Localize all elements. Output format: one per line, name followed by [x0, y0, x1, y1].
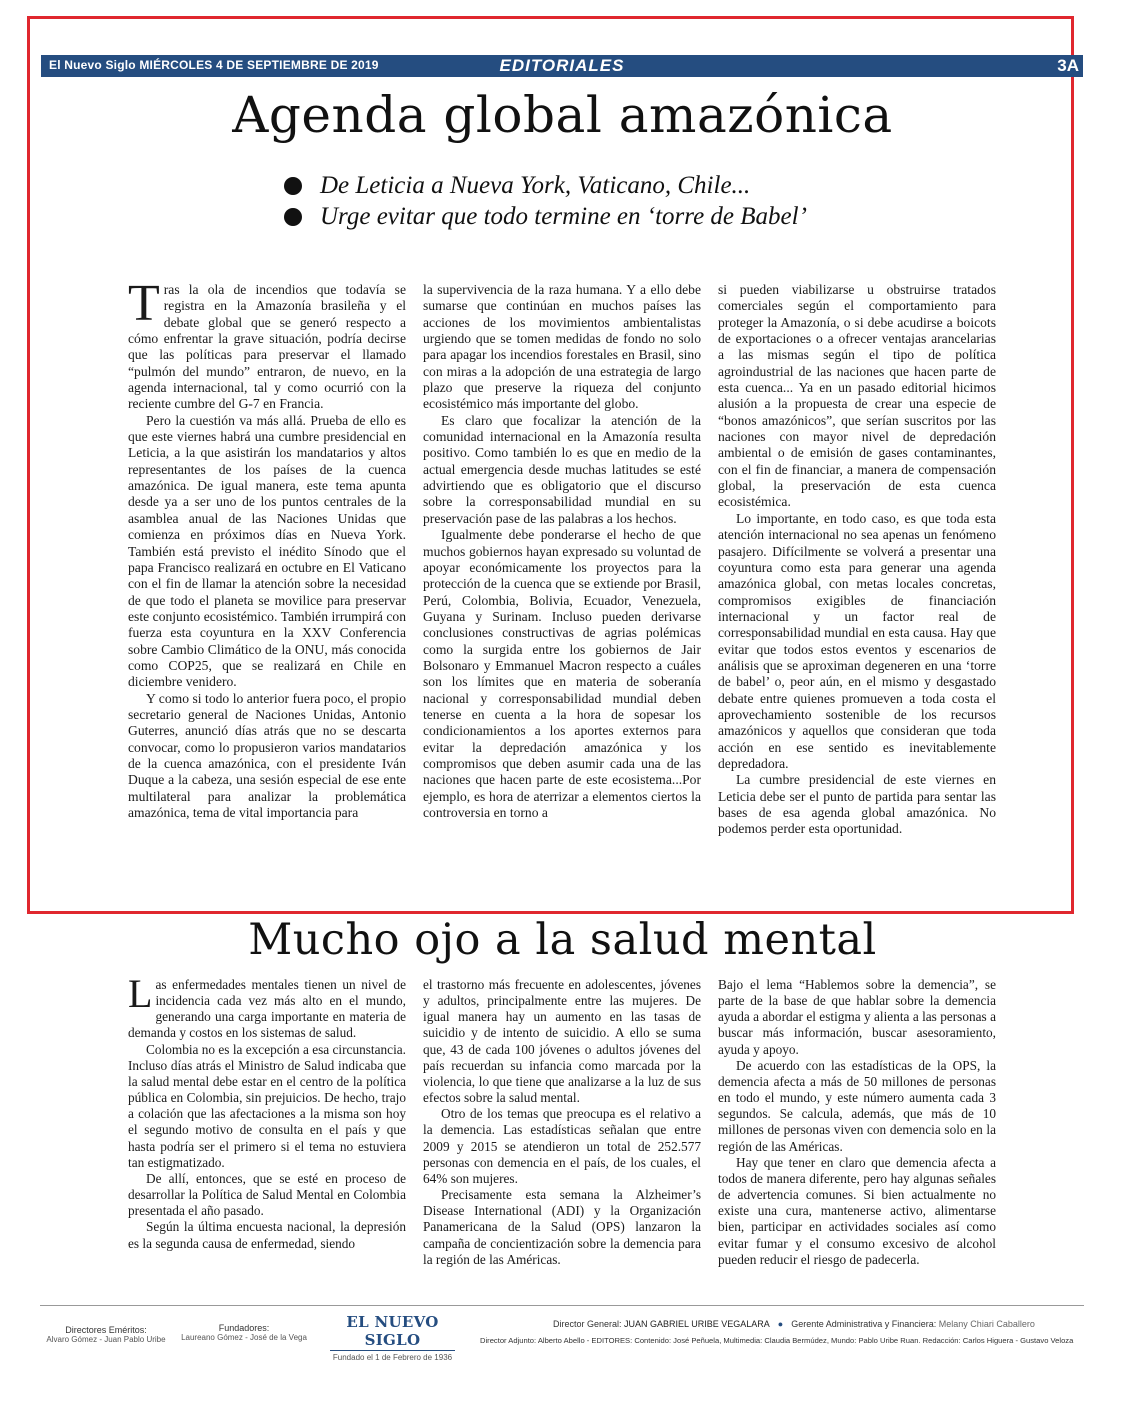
article1-column-2 [423, 282, 701, 838]
footer-staff: Director Adjunto: Alberto Abello - EDITORES: Contenido: José Peñuela, Multimedia: Claudia Bermúdez, Mundo: Pablo Uribe Ruan. Redacción: Carlos Higuera - Gustavo Veloza [480, 1336, 1074, 1345]
paragraph: Precisamente esta semana la Alzheimer’s Disease International (ADI) y la Organización Panamericana de la Salud (OPS) lanzaron la campaña de concientización sobre la demencia para la región de las Américas. [423, 1187, 701, 1267]
emeritos-label: Directores Eméritos: [65, 1325, 147, 1335]
article1-body [128, 275, 996, 838]
paragraph: Las enfermedades mentales tienen un nivel de incidencia cada vez más alto en el mundo, generando una carga importante en materia de demanda y costos en los sistemas de salud. [128, 971, 406, 1041]
paragraph: el trastorno más frecuente en adolescentes, jóvenes y adultos, principalmente entre las mujeres. De igual manera hay un aumento en las tasas de suicidio y de intento de suicidio. A ello se suma que, 43 de cada 100 jóvenes o adultos jóvenes del país recuerdan su infancia como marcada por la violencia, lo que tiene que analizarse a la luz de sus efectos sobre la salud mental. [423, 977, 701, 1106]
paragraph: Otro de los temas que preocupa es el relativo a la demencia. Las estadísticas señalan que entre 2009 y 2015 se atendieron un total de 252.577 personas con demencia en el país, de los cuales, el 64% son mujeres. [423, 1106, 701, 1186]
article1-column-1 [128, 275, 406, 838]
footer-divider [40, 1305, 1084, 1306]
emeritos-names: Alvaro Gómez - Juan Pablo Uribe [46, 1335, 166, 1344]
paragraph: Lo importante, en todo caso, es que toda esta atención internacional no sea apenas un fenómeno pasajero. Difícilmente se volverá a presentar una coyuntura como esta para generar una agenda amazónica global, con metas locales concretas, compromisos exigibles de financiación internacional y un factor real de corresponsabilidad mundial en esta causa. Hay que evitar que todos estos eventos y escenarios de análisis que se aproximan degeneren en una ‘torre de babel’ o, peor aún, en el mismo y desgastado debate entre quienes promueven a toda costa el aprovechamiento sostenible de los recursos amazónicos y aquellos que consideran que toda acción en ese sentido es inevitablemente depredadora. [718, 510, 996, 771]
paragraph: Tras la ola de incendios que todavía se registra en la Amazonía brasileña y el debate global que se generó respecto a cómo enfrentar la grave situación, podría decirse que las políticas para preservar el llamado “pulmón del mundo” entraron, de nuevo, en la agenda internacional, tal y como ocurrió con la reciente cumbre del G-7 en Francia. [128, 275, 406, 412]
kicker-line-2: Urge evitar que todo termine en ‘torre de Babel’ [320, 203, 807, 230]
article1-column-3 [718, 282, 996, 838]
paragraph: Pero la cuestión va más allá. Prueba de ello es que este viernes habrá una cumbre presidencial en Leticia, a la que asistirán los mandatarios y altos representantes de los países de la cuenca amazónica. De igual manera, este tema apunta desde ya a ser uno de los puntos centrales de la asamblea anual de las Naciones Unidas que comienza en próximos días en Nueva York. También está previsto el inédito Sínodo que el papa Francisco realizará en octubre en El Vaticano con el fin de llamar la atención sobre la necesidad de que todo el planeta se movilice para preservar este conjunto ecosistémico. También irrumpirá con fuerza esta coyuntura en la XXV Conferencia sobre Cambio Climático de la ONU, más conocida como COP25, que se realizará en Chile en diciembre venidero. [128, 412, 406, 690]
paragraph: De acuerdo con las estadísticas de la OPS, la demencia afecta a más de 50 millones de personas en todo el mundo, y este número aumenta cada 3 segundos. Se calcula, además, que más de 10 millones de personas viven con demencia solo en la región de las Américas. [718, 1057, 996, 1154]
director-general-name: JUAN GABRIEL URIBE VEGALARA [624, 1319, 770, 1329]
paragraph: la supervivencia de la raza humana. Y a ello debe sumarse que continúan en muchos países las acciones de los movimientos ambientalistas urgiendo que se tomen medidas de fondo no solo para apagar los incendios forestales en Brasil, sino con miras a la adopción de una estrategia de largo plazo que preserve la riqueza del conjunto ecosistémico más importante del globo. [423, 282, 701, 412]
paragraph: Igualmente debe ponderarse el hecho de que muchos gobiernos hayan expresado su voluntad de apoyar económicamente los proyectos para la protección de la cuenca que se extiende por Brasil, Perú, Colombia, Bolivia, Ecuador, Venezuela, Guyana y Surinam. Incluso pueden derivarse conclusiones constructivas de agrias polémicas como la surgida entre los gobiernos de Jair Bolsonaro y Emmanuel Macron respecto a cuáles son los límites que en materia de soberanía nacional y corresponsabilidad mundial deben tenerse en cuenta a la hora de sopesar los condicionamientos a los aportes externos para evitar la depredación amazónica y los compromisos que deben asumir cada una de las naciones que hacen parte de este ecosistema...Por ejemplo, es hora de aterrizar a elementos ciertos la controversia en torno a [423, 527, 701, 820]
article2-headline: Mucho ojo a la salud mental [248, 915, 877, 965]
page-number: 3A [1057, 56, 1079, 75]
bullet-icon [284, 177, 302, 195]
gerente-label: Gerente Administrativa y Financiera: [791, 1319, 937, 1329]
section-title: EDITORIALES [499, 56, 625, 75]
bullet-icon [284, 208, 302, 226]
article2-column-1 [128, 971, 406, 1268]
footer-directors [553, 1319, 1035, 1329]
masthead-date: El Nuevo Siglo MIÉRCOLES 4 DE SEPTIEMBRE DE 2019 [49, 58, 379, 72]
article2-body [128, 971, 996, 1268]
footer-logo [330, 1313, 455, 1362]
section-header-bar [41, 55, 1083, 77]
bullet-icon: ● [777, 1319, 784, 1329]
paragraph: Colombia no es la excepción a esa circunstancia. Incluso días atrás el Ministro de Salud indicaba que la salud mental debe estar en el centro de la política pública en Colombia, sin prejuicios. De hecho, trajo a colación que las afectaciones a la misma son hoy el segundo motivo de consulta en el país y que hasta podría ser el primero si el tema no estuviera tan estigmatizado. [128, 1041, 406, 1170]
paragraph: Hay que tener en claro que demencia afecta a todos de manera diferente, pero hay algunas señales de advertencia comunes. Si bien actualmente no existe una cura, mantenerse activo, alimentarse bien, participar en actividades sociales así como evitar fumar y el consumo excesivo de alcohol pueden reducir el riesgo de padecerla. [718, 1154, 996, 1267]
article1-headline: Agenda global amazónica [232, 86, 893, 144]
fundadores-names: Laureano Gómez - José de la Vega [181, 1333, 307, 1342]
paragraph: Y como si todo lo anterior fuera poco, el propio secretario general de Naciones Unidas, Antonio Guterres, anunció días atrás que no se descarta convocar, como lo propusieron varios mandatarios de la cuenca amazónica, con el presidente Iván Duque a la cabeza, una sesión especial de ese ente multilateral para analizar la problemática amazónica, tema de vital importancia para [128, 690, 406, 820]
founded-date: Fundado el 1 de Febrero de 1936 [332, 1353, 453, 1362]
gerente-name: Melany Chiari Caballero [938, 1319, 1035, 1329]
fundadores-label: Fundadores: [218, 1323, 270, 1333]
logo-name: EL NUEVO SIGLO [330, 1313, 455, 1351]
paragraph: Según la última encuesta nacional, la depresión es la segunda causa de enfermedad, siendo [128, 1219, 406, 1251]
paragraph: La cumbre presidencial de este viernes en Leticia debe ser el punto de partida para sentar las bases de esa agenda global amazónica. No podemos perder esta oportunidad. [718, 772, 996, 837]
drop-cap: T [128, 275, 160, 332]
article2-column-3 [718, 977, 996, 1268]
director-general-label: Director General: [553, 1319, 622, 1329]
article1-kicker [284, 170, 807, 232]
paragraph: Es claro que focalizar la atención de la comunidad internacional en la Amazonía resulta positivo. Como también lo es que en medio de la actual emergencia desde muchas latitudes se esté advirtiendo que es obligatorio que el discurso sobre la corresponsabilidad mundial en su preservación pase de las palabras a los hechos. [423, 412, 701, 526]
article2-column-2 [423, 977, 701, 1268]
drop-cap: L [128, 971, 153, 1016]
footer-emeritos [42, 1325, 170, 1344]
paragraph: si pueden viabilizarse u obstruirse tratados comerciales según el comportamiento para proteger la Amazonía, o si debe acudirse a boicots de exportaciones o a ofrecer ventajas arancelarias a las mismas según el tipo de política agroindustrial de las naciones que hacen parte de esta cuenca... Ya en un pasado editorial hicimos alusión a la propuesta de crear una especie de “bonos amazónicos”, que serían suscritos por las naciones con mayor nivel de depredación ambiental o de emisión de gases contaminantes, con el fin de financiar, a manera de compensación global, la preservación de esta cuenca ecosistémica. [718, 282, 996, 510]
kicker-line-1: De Leticia a Nueva York, Vaticano, Chile... [320, 172, 751, 199]
footer-fundadores [180, 1323, 308, 1342]
paragraph: Bajo el lema “Hablemos sobre la demencia”, se parte de la base de que hablar sobre la demencia ayuda a abordar el estigma y alienta a las personas a buscar más información, buscar asesoramiento, ayuda y apoyo. [718, 977, 996, 1057]
paragraph: De allí, entonces, que se esté en proceso de desarrollar la Política de Salud Mental en Colombia presentada el año pasado. [128, 1170, 406, 1219]
